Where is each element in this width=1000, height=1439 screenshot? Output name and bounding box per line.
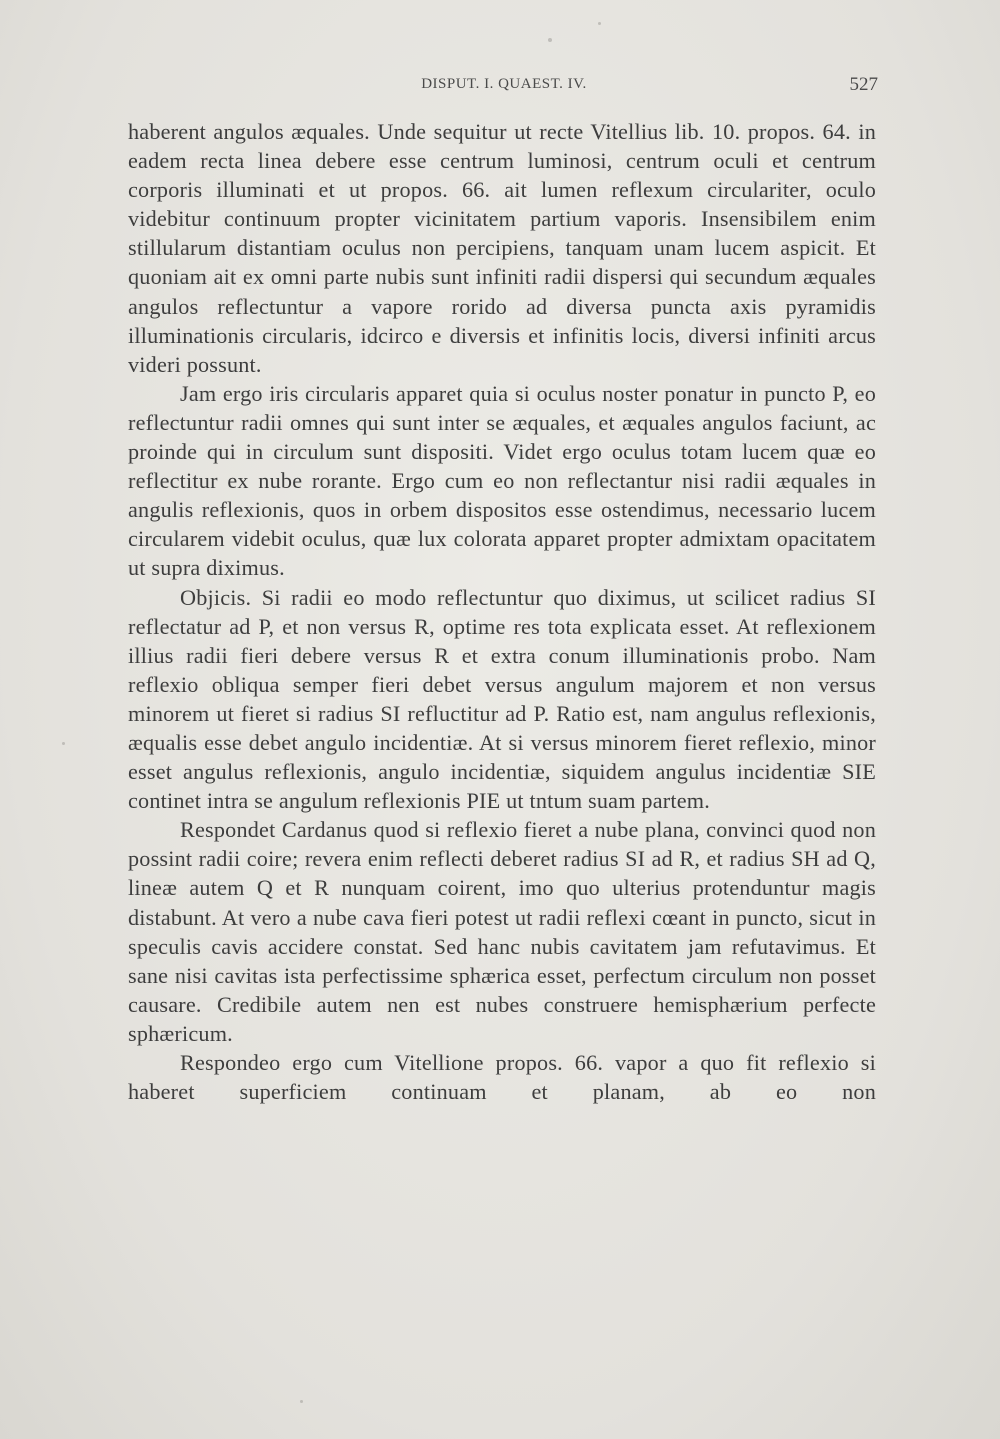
paper-speck xyxy=(598,22,601,25)
body-text xyxy=(128,117,876,1106)
paragraph: Respondeo ergo cum Vitellione propos. 66. vapor a quo fit reflexio si haberet superficiem continuam et planam, ab eo non xyxy=(128,1050,876,1105)
paper-speck xyxy=(62,742,65,745)
paragraph: haberent angulos æquales. Unde sequitur ut recte Vitellius lib. 10. propos. 64. in eadem recta linea debere esse centrum luminosi, centrum oculi et centrum corporis illuminati et ut propos. 66. ait lumen reflexum circulariter, oculo videbitur continuum propter vicinitatem partium vaporis. Insensibilem enim stillularum distantiam oculus non percipiens, tanquam unam lucem aspicit. Et quoniam ait ex omni parte nubis sunt infiniti radii dispersi qui secundum æquales angulos reflectuntur a vapore rorido ad diversa puncta axis pyramidis illuminationis circularis, idcirco e diversis et infinitis locis, diversi infiniti arcus videri possunt. xyxy=(128,119,876,377)
page-header xyxy=(130,72,878,100)
paragraph: Objicis. Si radii eo modo reflectuntur quo diximus, ut scilicet radius SI reflectatur ad P, et non versus R, optime res tota explicata esset. At reflexionem illius radii fieri debere versus R et extra conum illuminationis probo. Nam reflexio obliqua semper fieri debet versus angulum majorem et non versus minorem ut fieret si radius SI refluctitur ad P. Ratio est, nam angulus reflexionis, æqualis esse debet angulo incidentiæ. At si versus minorem fieret reflexio, minor esset angulus reflexionis, angulo incidentiæ, siquidem angulus incidentiæ SIE continet intra se angulum reflexionis PIE ut tntum suam partem. xyxy=(128,584,876,814)
paper-speck xyxy=(300,1400,303,1403)
page-number: 527 xyxy=(849,74,878,95)
paragraph: Respondet Cardanus quod si reflexio fieret a nube plana, convinci quod non possint radii coire; revera enim reflecti deberet radius SI ad R, et radius SH ad Q, lineæ autem Q et R nunquam coirent, imo quo ulterius protenduntur magis distabunt. At vero a nube cava fieri potest ut radii reflexi cœant in puncto, sicut in speculis cavis accidere constat. Sed hanc nubis cavitatem jam refutavimus. Et sane nisi cavitas ista perfectissime sphærica esset, perfectum circulum non posset causare. Credibile autem nen est nubes construere hemisphærium perfecte sphæricum. xyxy=(128,817,876,1046)
running-head: DISPUT. I. QUAEST. IV. xyxy=(421,76,587,92)
paragraph: Jam ergo iris circularis apparet quia si oculus noster ponatur in puncto P, eo reflectuntur radii omnes qui sunt inter se æquales, et æquales angulos faciunt, ac proinde qui in circulum sunt dispositi. Videt ergo oculus totam lucem quæ eo reflectitur ex nube rorante. Ergo cum eo non reflectantur nisi radii æquales in angulis reflexionis, quos in orbem dispositos esse ostendimus, necessario lucem circularem videbit oculus, quæ lux colorata apparet propter admixtam opacitatem ut supra diximus. xyxy=(128,380,876,581)
paper-speck xyxy=(548,38,552,42)
